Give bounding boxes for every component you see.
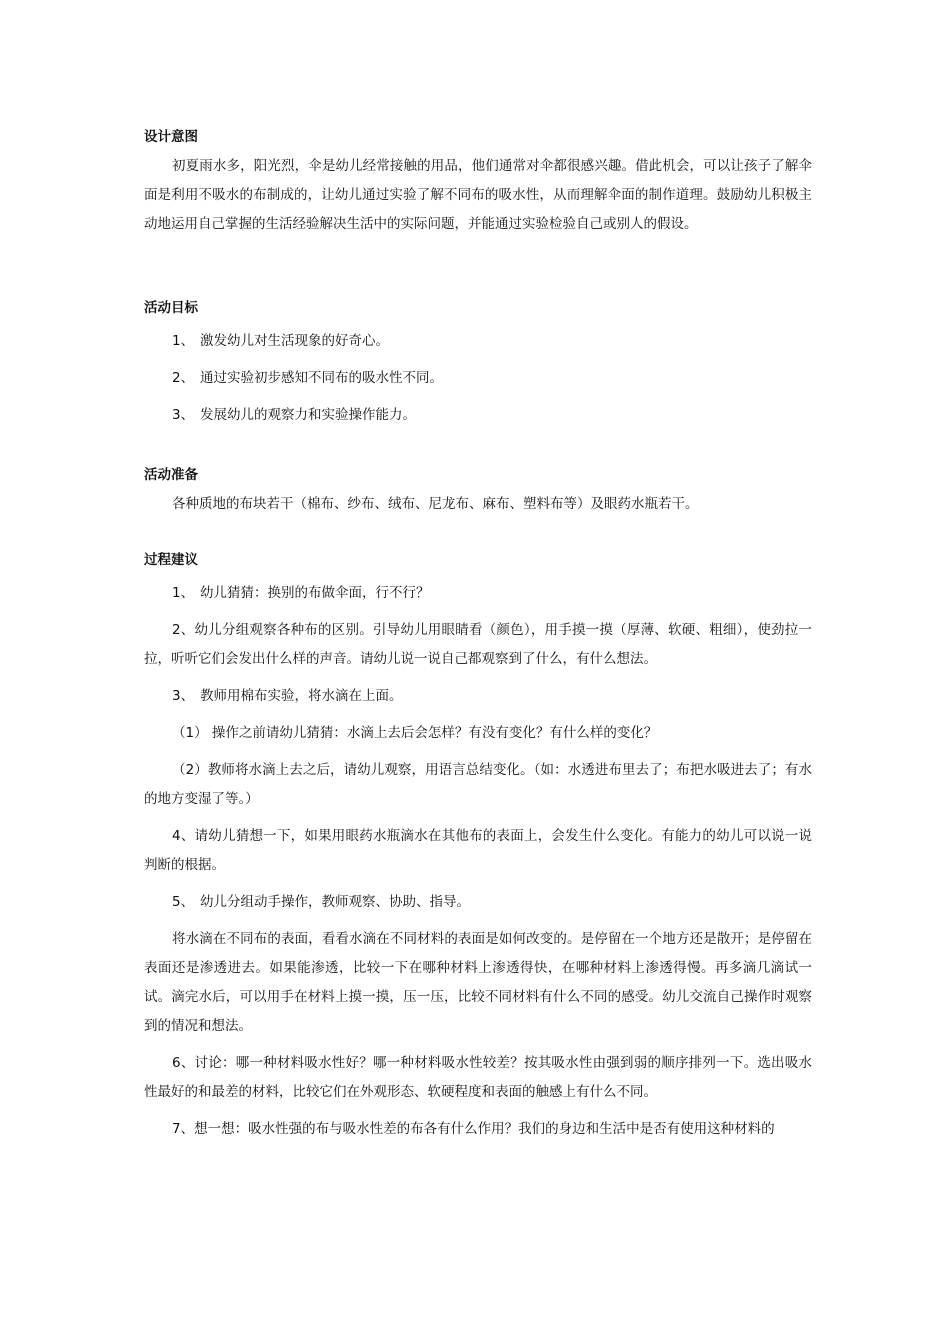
spacer: [144, 711, 812, 719]
preparation-paragraph: 各种质地的布块若干（棉布、纱布、绒布、尼龙布、麻布、塑料布等）及眼药水瓶若干。: [172, 496, 699, 512]
spacer: [144, 814, 812, 822]
process-step-3: [144, 682, 812, 711]
goal-number: 1、: [172, 333, 195, 349]
goal-number: 3、: [172, 407, 195, 423]
spacer: [144, 880, 812, 888]
spacer: [144, 571, 812, 579]
spacer: [144, 239, 812, 297]
process-step-3-sub-1: （1） 操作之前请幼儿猜猜：水滴上去后会怎样？有没有变化？有什么样的变化？: [172, 725, 658, 741]
goal-text: 发展幼儿的观察力和实验操作能力。: [200, 407, 416, 423]
goal-item: [144, 327, 812, 356]
goal-text: 激发幼儿对生活现象的好奇心。: [200, 333, 389, 349]
spacer: [144, 393, 812, 401]
goal-item: [144, 401, 812, 430]
process-step-5: [144, 888, 812, 917]
spacer: [144, 1041, 812, 1049]
heading-design-intent: 设计意图: [144, 129, 198, 145]
goal-item: [144, 364, 812, 393]
spacer: [144, 748, 812, 756]
heading-process-suggestions: 过程建议: [144, 552, 198, 568]
spacer: [144, 519, 812, 549]
spacer: [144, 608, 812, 616]
step-number: 3、: [172, 688, 195, 704]
process-step-1: [144, 579, 812, 608]
document-body: [144, 126, 812, 1144]
process-step-6: 6、讨论：哪一种材料吸水性好？哪一种材料吸水性较差？按其吸水性由强到弱的顺序排列一下。选出吸水性最好的和最差的材料，比较它们在外观形态、软硬程度和表面的触感上有什么不同。: [144, 1055, 812, 1100]
spacer: [144, 430, 812, 464]
goal-text: 通过实验初步感知不同布的吸水性不同。: [200, 370, 443, 386]
step-text: 幼儿分组动手操作，教师观察、协助、指导。: [200, 894, 470, 910]
spacer: [144, 917, 812, 925]
spacer: [144, 356, 812, 364]
process-step-3-sub-2: （2）教师将水滴上去之后，请幼儿观察，用语言总结变化。（如：水透进布里去了；布把水吸进去了；有水的地方变湿了等。）: [144, 762, 812, 807]
heading-activity-preparation: 活动准备: [144, 467, 198, 483]
process-step-5-paragraph: 将水滴在不同布的表面，看看水滴在不同材料的表面是如何改变的。是停留在一个地方还是散开；是停留在表面还是渗透进去。如果能渗透，比较一下在哪种材料上渗透得快，在哪种材料上渗透得慢。再多滴几滴试一试。滴完水后，可以用手在材料上摸一摸，压一压，比较不同材料有什么不同的感受。幼儿交流自己操作时观察到的情况和想法。: [144, 931, 812, 1034]
process-step-7: 7、想一想：吸水性强的布与吸水性差的布各有什么作用？我们的身边和生活中是否有使用这种材料的: [172, 1121, 775, 1137]
heading-activity-goals: 活动目标: [144, 300, 198, 316]
design-intent-paragraph: 初夏雨水多，阳光烈，伞是幼儿经常接触的用品，他们通常对伞都很感兴趣。借此机会，可以让孩子了解伞面是利用不吸水的布制成的，让幼儿通过实验了解不同布的吸水性，从而理解伞面的制作道理。鼓励幼儿积极主动地运用自己掌握的生活经验解决生活中的实际问题，并能通过实验检验自己或别人的假设。: [144, 158, 812, 232]
step-text: 教师用棉布实验，将水滴在上面。: [200, 688, 403, 704]
step-text: 幼儿猜猜：换别的布做伞面，行不行？: [200, 585, 430, 601]
process-step-2: 2、幼儿分组观察各种布的区别。引导幼儿用眼睛看（颜色），用手摸一摸（厚薄、软硬、粗细），使劲拉一拉，听听它们会发出什么样的声音。请幼儿说一说自己都观察到了什么，有什么想法。: [144, 622, 812, 667]
process-step-4: 4、请幼儿猜想一下，如果用眼药水瓶滴水在其他布的表面上，会发生什么变化。有能力的幼儿可以说一说判断的根据。: [144, 828, 812, 873]
spacer: [144, 319, 812, 327]
step-number: 5、: [172, 894, 195, 910]
spacer: [144, 674, 812, 682]
spacer: [144, 1107, 812, 1115]
step-number: 1、: [172, 585, 195, 601]
goal-number: 2、: [172, 370, 195, 386]
